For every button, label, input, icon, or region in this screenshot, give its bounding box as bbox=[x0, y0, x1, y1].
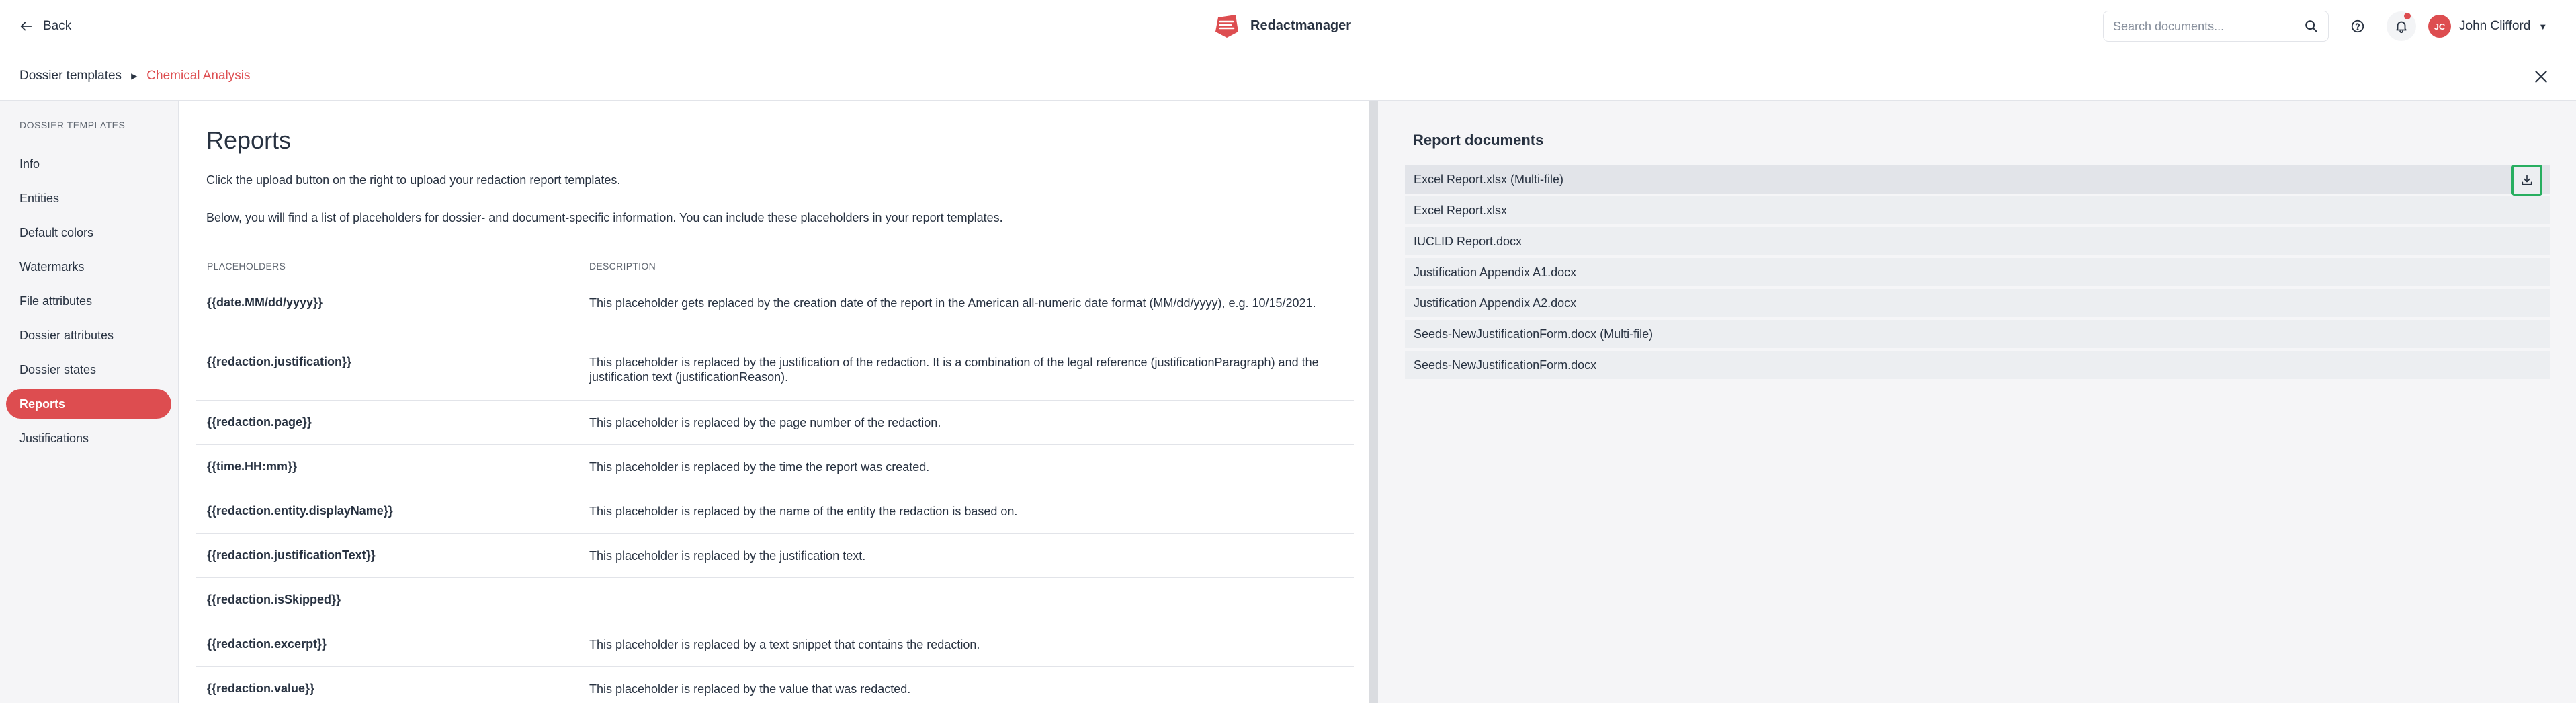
report-document-item[interactable] bbox=[1405, 351, 2550, 379]
placeholder-name: {{redaction.justification}} bbox=[207, 355, 352, 368]
placeholder-description: This placeholder is replaced by the time the report was created. bbox=[589, 460, 930, 474]
back-label: Back bbox=[43, 19, 72, 33]
help-button[interactable] bbox=[2343, 11, 2372, 41]
table-header bbox=[196, 249, 1354, 282]
user-name: John Clifford bbox=[2459, 19, 2531, 33]
column-header-placeholders: PLACEHOLDERS bbox=[207, 261, 286, 272]
placeholder-name: {{date.MM/dd/yyyy}} bbox=[207, 296, 323, 309]
placeholder-name: {{redaction.entity.displayName}} bbox=[207, 504, 393, 518]
sidebar-item-default-colors[interactable]: Default colors bbox=[19, 225, 94, 239]
placeholder-description: This placeholder is replaced by a text snippet that contains the redaction. bbox=[589, 638, 980, 651]
sidebar bbox=[0, 101, 179, 703]
table-row bbox=[196, 622, 1354, 667]
report-document-item[interactable] bbox=[1405, 258, 2550, 286]
download-icon bbox=[2520, 173, 2534, 187]
placeholder-name: {{redaction.isSkipped}} bbox=[207, 593, 341, 606]
report-document-name: Justification Appendix A2.docx bbox=[1414, 296, 1577, 310]
redactmanager-logo-icon bbox=[1213, 11, 1241, 40]
avatar: JC bbox=[2428, 15, 2451, 38]
report-documents-title: Report documents bbox=[1413, 132, 1544, 149]
sidebar-item-file-attributes[interactable]: File attributes bbox=[19, 294, 93, 308]
table-row bbox=[196, 667, 1354, 703]
sidebar-item-reports[interactable]: Reports bbox=[6, 389, 171, 419]
report-document-name: Excel Report.xlsx (Multi-file) bbox=[1414, 172, 1564, 186]
table-row bbox=[196, 341, 1354, 401]
sidebar-item-entities[interactable]: Entities bbox=[19, 191, 60, 205]
placeholder-name: {{redaction.value}} bbox=[207, 681, 315, 695]
table-row bbox=[196, 282, 1354, 341]
search-icon[interactable] bbox=[2304, 19, 2319, 34]
search-input[interactable] bbox=[2113, 19, 2304, 34]
breadcrumb-bar bbox=[0, 52, 2576, 101]
column-header-description: DESCRIPTION bbox=[589, 261, 656, 272]
table-row bbox=[196, 445, 1354, 489]
report-document-item[interactable] bbox=[1405, 320, 2550, 348]
notifications-button[interactable] bbox=[2387, 11, 2416, 41]
report-document-name: Seeds-NewJustificationForm.docx (Multi-file) bbox=[1414, 327, 1654, 341]
sidebar-item-dossier-attributes[interactable]: Dossier attributes bbox=[19, 328, 114, 342]
report-documents-panel bbox=[1378, 101, 2576, 703]
user-menu[interactable] bbox=[2428, 11, 2547, 41]
chevron-right-icon: ▶ bbox=[131, 71, 138, 81]
app-brand[interactable] bbox=[1213, 11, 1351, 40]
page-title: Reports bbox=[206, 126, 292, 154]
breadcrumb-dossier-templates[interactable]: Dossier templates bbox=[19, 69, 122, 83]
help-circle-icon bbox=[2350, 19, 2365, 34]
report-document-item[interactable] bbox=[1405, 196, 2550, 224]
report-document-name: Justification Appendix A1.docx bbox=[1414, 265, 1577, 279]
breadcrumb bbox=[19, 69, 250, 83]
main-scrollbar[interactable] bbox=[1369, 101, 1378, 703]
report-document-item[interactable] bbox=[1405, 227, 2550, 255]
placeholder-name: {{redaction.page}} bbox=[207, 415, 312, 429]
placeholders-table bbox=[196, 249, 1354, 703]
report-document-item[interactable] bbox=[1405, 165, 2550, 194]
app-name: Redactmanager bbox=[1250, 17, 1352, 33]
placeholder-name: {{time.HH:mm}} bbox=[207, 460, 298, 473]
back-button[interactable] bbox=[19, 17, 71, 36]
search-box[interactable] bbox=[2103, 11, 2329, 42]
download-button[interactable] bbox=[2511, 165, 2542, 196]
placeholder-description: This placeholder gets replaced by the creation date of the report in the American all-numeric date format (MM/dd/yyyy), e.g. 10/15/2021. bbox=[589, 296, 1316, 310]
sidebar-heading: DOSSIER TEMPLATES bbox=[19, 120, 126, 130]
arrow-left-icon bbox=[19, 19, 34, 34]
close-icon bbox=[2532, 68, 2550, 85]
sidebar-item-info[interactable]: Info bbox=[19, 157, 40, 171]
report-document-name: Excel Report.xlsx bbox=[1414, 203, 1508, 217]
placeholder-description: This placeholder is replaced by the name of the entity the redaction is based on. bbox=[589, 505, 1018, 518]
bell-icon bbox=[2394, 19, 2409, 34]
placeholder-description: This placeholder is replaced by the value that was redacted. bbox=[589, 682, 911, 696]
table-row bbox=[196, 578, 1354, 622]
intro-upload-text: Click the upload button on the right to upload your redaction report templates. bbox=[206, 173, 621, 187]
top-header bbox=[0, 0, 2576, 52]
report-document-name: Seeds-NewJustificationForm.docx bbox=[1414, 358, 1597, 372]
report-documents-list bbox=[1405, 165, 2550, 382]
placeholder-description: This placeholder is replaced by the justification of the redaction. It is a combination of the legal reference (justificationParagraph) and the justification text (justificationReason). bbox=[589, 356, 1319, 384]
table-row bbox=[196, 534, 1354, 578]
notification-dot bbox=[2404, 13, 2411, 19]
placeholder-name: {{redaction.excerpt}} bbox=[207, 637, 327, 651]
sidebar-item-justifications[interactable]: Justifications bbox=[19, 431, 89, 445]
sidebar-item-dossier-states[interactable]: Dossier states bbox=[19, 362, 97, 376]
sidebar-item-watermarks[interactable]: Watermarks bbox=[19, 259, 85, 274]
close-button[interactable] bbox=[2528, 63, 2554, 90]
main-content bbox=[179, 101, 1369, 703]
caret-down-icon: ▼ bbox=[2538, 21, 2548, 32]
placeholder-description: This placeholder is replaced by the justification text. bbox=[589, 549, 866, 563]
report-document-item[interactable] bbox=[1405, 289, 2550, 317]
placeholder-name: {{redaction.justificationText}} bbox=[207, 548, 376, 562]
intro-placeholders-text: Below, you will find a list of placeholders for dossier- and document-specific information. You can include these placeholders in your report templates. bbox=[206, 211, 1003, 224]
breadcrumb-current[interactable]: Chemical Analysis bbox=[146, 69, 251, 83]
table-row bbox=[196, 401, 1354, 445]
report-document-name: IUCLID Report.docx bbox=[1414, 234, 1522, 248]
table-row bbox=[196, 489, 1354, 534]
placeholder-description: This placeholder is replaced by the page number of the redaction. bbox=[589, 416, 941, 429]
